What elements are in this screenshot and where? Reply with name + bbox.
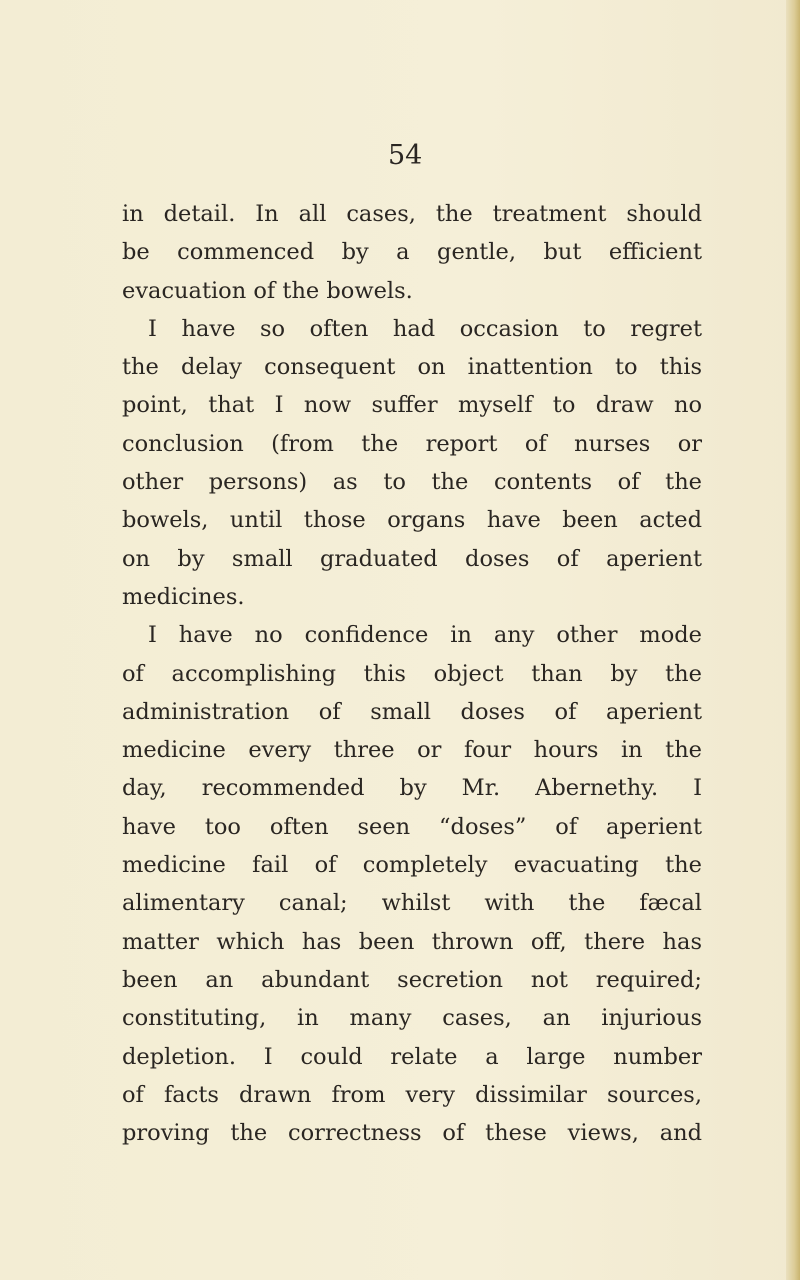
text-line: been an abundant secretion not required; — [122, 966, 702, 993]
text-line: evacuation of the bowels. — [122, 277, 413, 304]
text-line: bowels, until those organs have been acted — [122, 507, 702, 534]
text-line: administration of small doses of aperient — [122, 698, 702, 725]
text-line: on by small graduated doses of aperient — [122, 545, 702, 572]
text-line: alimentary canal; whilst with the fæcal — [122, 890, 702, 917]
text-line: the delay consequent on inattention to this — [122, 354, 702, 381]
body-text — [122, 195, 702, 1152]
text-line: in detail. In all cases, the treatment should — [122, 201, 702, 227]
text-line: proving the correctness of these views, and — [122, 1120, 702, 1147]
text-line: I have so often had occasion to regret — [148, 315, 702, 342]
text-line: constituting, in many cases, an injurious — [122, 1005, 702, 1032]
text-line: day, recommended by Mr. Abernethy. I — [122, 775, 702, 802]
text-line: medicines. — [122, 583, 245, 610]
text-line: of facts drawn from very dissimilar sources, — [122, 1081, 702, 1108]
text-line: conclusion (from the report of nurses or — [122, 430, 702, 457]
text-line: depletion. I could relate a large number — [122, 1043, 702, 1070]
text-line: have too often seen “doses” of aperient — [122, 813, 702, 840]
text-line: of accomplishing this object than by the — [122, 660, 702, 687]
text-line: I have no confidence in any other mode — [148, 622, 702, 649]
text-line: be commenced by a gentle, but efficient — [122, 239, 702, 266]
text-line: point, that I now suffer myself to draw no — [122, 392, 702, 419]
page-number: 54 — [388, 140, 423, 171]
text-line: medicine every three or four hours in the — [122, 737, 702, 764]
text-line: other persons) as to the contents of the — [122, 469, 702, 496]
text-line: medicine fail of completely evacuating the — [122, 852, 702, 879]
text-line: matter which has been thrown off, there has — [122, 928, 702, 955]
page-edge — [786, 0, 800, 1280]
